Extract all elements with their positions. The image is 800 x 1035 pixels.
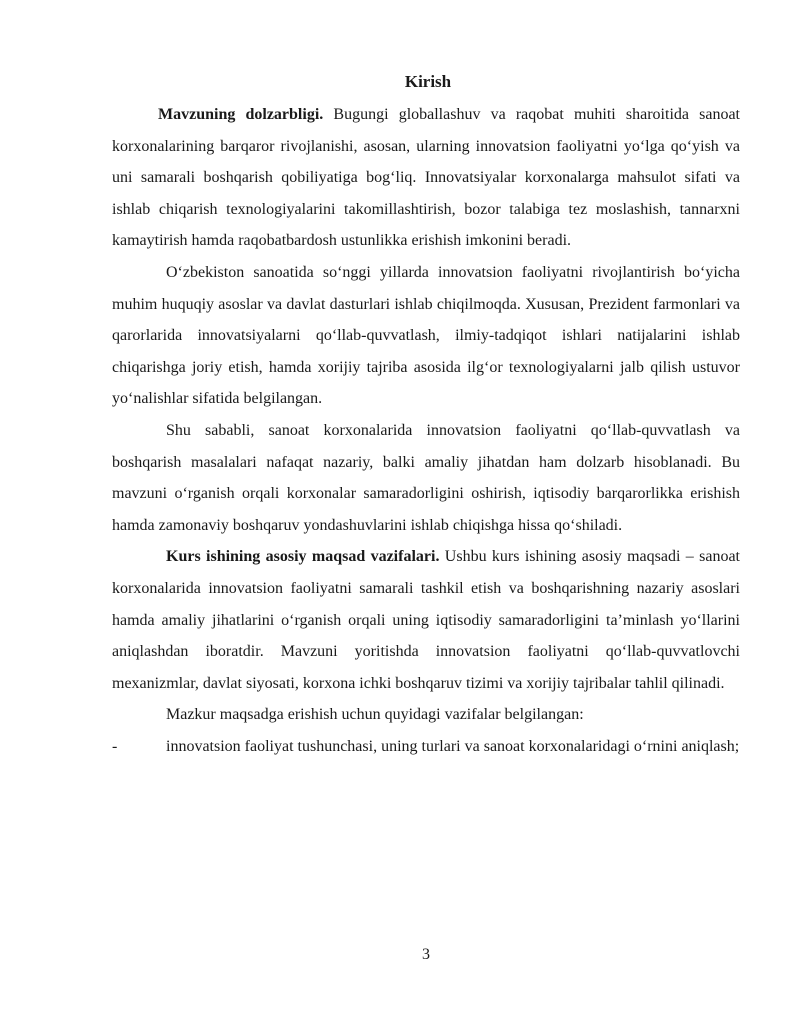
paragraph-reasoning [112, 415, 740, 541]
paragraph-relevance [112, 99, 740, 257]
paragraph-heading-goals: Kurs ishining asosiy maqsad vazifalari. [166, 548, 440, 566]
paragraph-tasks-intro [112, 699, 740, 731]
paragraph-heading-relevance: Mavzuning dolzarbligi. [158, 106, 324, 123]
paragraph-text: Ushbu kurs ishining asosiy maqsadi – sanoat korxonalarida innovatsion faoliyatni samarali tashkil etish va boshqarishning nazariy asoslari hamda amaliy jihatlarini o‘rganish orqali uning iqtisodiy samaradorligini ta’minlash yo‘llarini aniqlashdan iboratdir. Mavzuni yoritishda innovatsion faoliyatni qo‘llab-quvvatlovchi mexanizmlar, davlat siyosati, korxona ichki boshqaruv tizimi va xorijiy tajribalar tahlil qilinadi. [112, 548, 741, 692]
document-page [112, 72, 740, 762]
page-number: 3 [422, 946, 430, 963]
list-marker: - [112, 737, 118, 755]
paragraph-goals [112, 541, 740, 699]
paragraph-uzbekistan [112, 257, 740, 415]
list-item-text: innovatsion faoliyat tushunchasi, uning turlari va sanoat korxonalaridagi o‘rnini aniqlash; [166, 737, 740, 755]
paragraph-text: Shu sababli, sanoat korxonalarida innovatsion faoliyatni qo‘llab-quvvatlash va boshqarish masalalari nafaqat nazariy, balki amaliy jihatdan ham dolzarb hisoblanadi. Bu mavzuni o‘rganish orqali korxonalar samaradorligini oshirish, iqtisodiy barqarorlikka erishish hamda zamonaviy boshqaruv yondashuvlarini ishlab chiqishga hissa qo‘shiladi. [112, 421, 740, 534]
paragraph-text: Bugungi globallashuv va raqobat muhiti sharoitida sanoat korxonalarining barqaror rivojlanishi, asosan, ularning innovatsion faoliyatni yo‘lga qo‘yish va uni samarali boshqarish qobiliyatiga bog‘liq. Innovatsiyalar korxonalarga mahsulot sifati va ishlab chiqarish texnologiyalarini takomillashtirish, bozor talabiga tez moslashish, tannarxni kamaytirish hamda raqobatbardosh ustunlikka erishish imkonini beradi. [112, 106, 741, 250]
page-title: Kirish [404, 72, 452, 91]
list-item [112, 731, 740, 763]
paragraph-text: Mazkur maqsadga erishish uchun quyidagi vazifalar belgilangan: [166, 706, 584, 724]
paragraph-text: O‘zbekiston sanoatida so‘nggi yillarda innovatsion faoliyatni rivojlantirish bo‘yicha muhim huquqiy asoslar va davlat dasturlari ishlab chiqilmoqda. Xususan, Prezident farmonlari va qarorlarida innovatsiyalarni qo‘llab-quvvatlash, ilmiy-tadqiqot ishlari natijalarini ishlab chiqarishga joriy etish, hamda xorijiy tajriba asosida ilg‘or texnologiyalarni jalb qilish ustuvor yo‘nalishlar sifatida belgilangan. [112, 263, 740, 408]
